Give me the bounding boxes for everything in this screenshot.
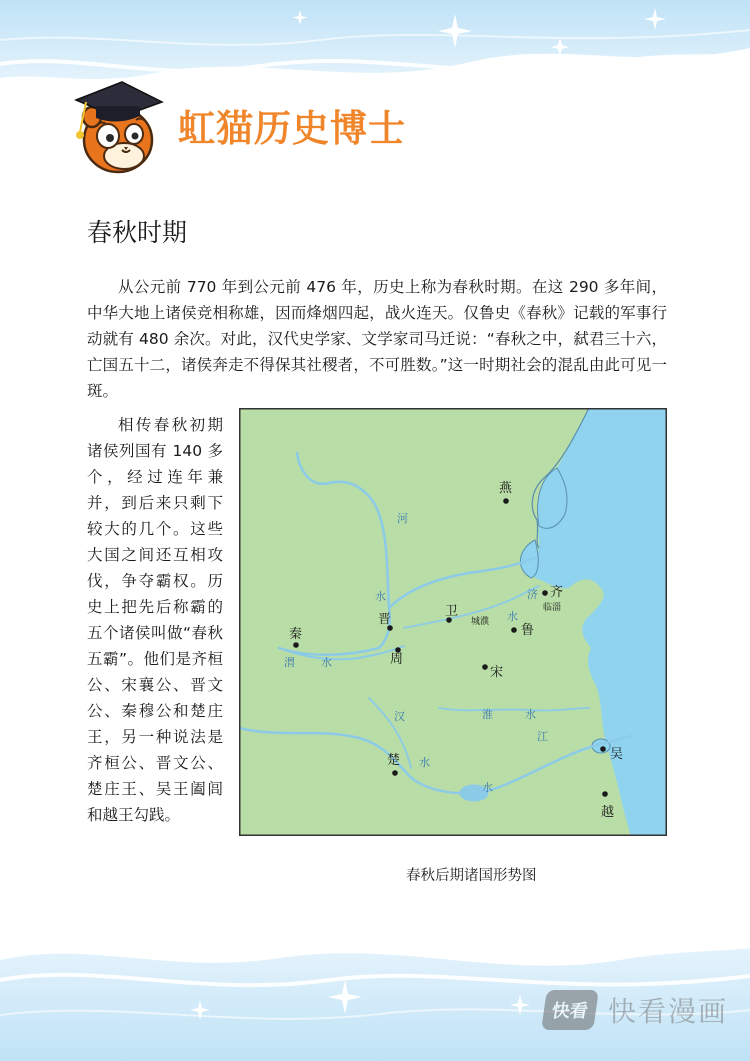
state-dot-song	[482, 664, 488, 670]
watermark-text: 快看漫画	[608, 995, 729, 1028]
state-dot-chu	[392, 770, 398, 776]
state-label-yue: 越	[601, 805, 615, 820]
river-label: 江	[537, 730, 548, 743]
river-label: 淮	[482, 708, 493, 721]
state-label-qin: 秦	[289, 627, 303, 642]
state-label-jin: 晋	[378, 612, 392, 627]
intro-paragraph: 从公元前 770 年到公元前 476 年，历史上称为春秋时期。在这 290 多年间，中华大地上诸侯竞相称雄，因而烽烟四起，战火连天。仅鲁史《春秋》记载的军事行动就有 480 余次。对此，汉代史学家、文学家司马迁说：“春秋之中，弑君三十六，亡国五十二，诸侯奔走不得保其社稷者，不可胜数。”这一时期社会的混乱由此可见一斑。	[87, 278, 667, 400]
section-title: 春秋时期	[87, 218, 188, 247]
state-dot-yan	[503, 498, 509, 504]
state-label-wu: 吴	[610, 747, 624, 762]
river-label: 水	[375, 590, 386, 603]
state-label-song: 宋	[490, 665, 504, 680]
river-label: 水	[321, 656, 332, 669]
spring-autumn-map	[239, 408, 667, 836]
map-caption: 春秋后期诸国形势图	[406, 868, 537, 884]
book-title: 虹猫历史博士	[178, 107, 406, 150]
river-label: 水	[525, 708, 536, 721]
river-label: 水	[482, 781, 493, 794]
watermark-logo-icon: 快看	[541, 990, 599, 1030]
watermark	[544, 988, 740, 1032]
tiger-mascot-icon	[62, 72, 174, 184]
river-label: 水	[507, 610, 518, 623]
city-label-linzi: 临淄	[543, 603, 562, 613]
city-label-chengpu: 城濮	[471, 617, 490, 627]
state-dot-yue	[602, 791, 608, 797]
river-label: 河	[397, 512, 408, 525]
state-label-wei: 卫	[445, 604, 459, 619]
river-label: 济	[527, 588, 538, 601]
state-label-qi: 齐	[550, 585, 564, 600]
river-label: 汉	[394, 710, 405, 723]
state-label-lu: 鲁	[521, 623, 535, 638]
state-label-yan: 燕	[499, 481, 513, 496]
state-dot-qin	[293, 642, 299, 648]
river-label: 水	[419, 756, 430, 769]
state-dot-lu	[511, 627, 517, 633]
state-label-chu: 楚	[387, 753, 401, 768]
state-dot-wu	[600, 746, 606, 752]
state-dot-qi	[542, 590, 548, 596]
river-label: 渭	[284, 656, 295, 669]
state-label-zhou: 周	[390, 652, 404, 667]
side-paragraph: 相传春秋初期诸侯列国有 140 多个，经过连年兼并，到后来只剩下较大的几个。这些大国之间还互相攻伐，争夺霸权。历史上把先后称霸的五个诸侯叫做“春秋五霸”。他们是齐桓公、宋襄公、晋文公、秦穆公和楚庄王，另一种说法是齐桓公、晋文公、楚庄王、吴王阖闾和越王勾践。	[87, 416, 223, 824]
